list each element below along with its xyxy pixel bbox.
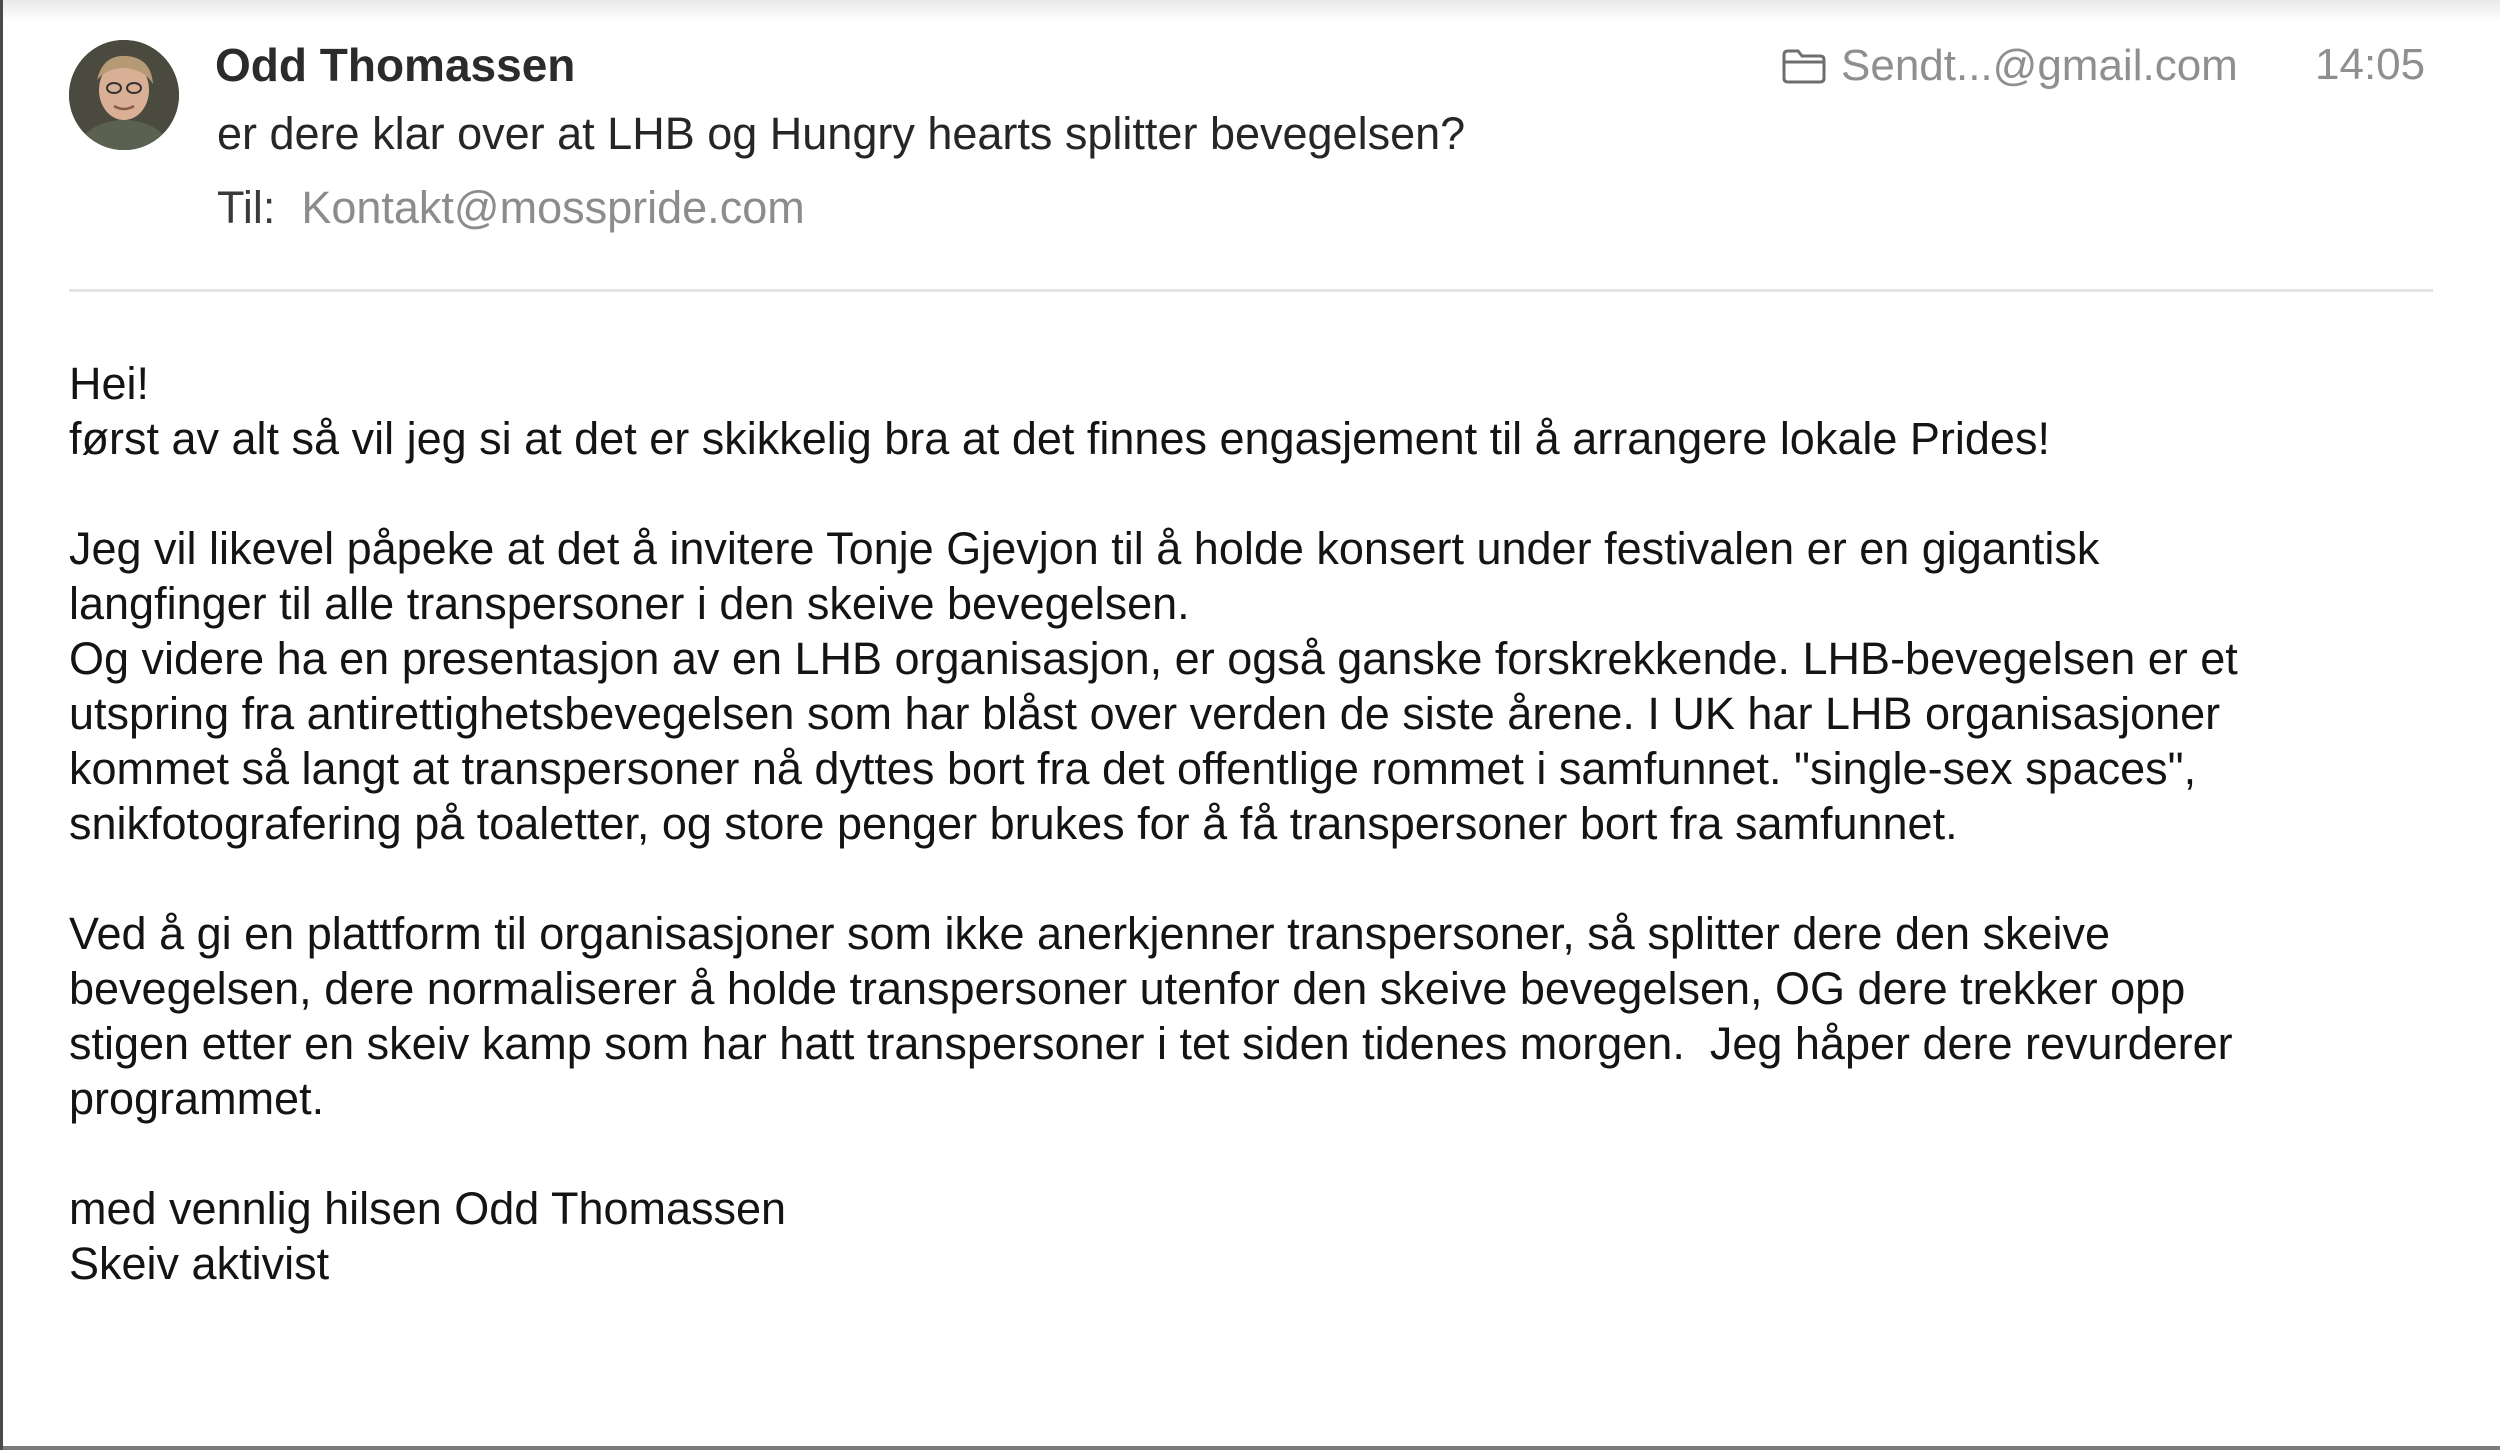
- recipient-address[interactable]: Kontakt@mosspride.com: [301, 182, 805, 233]
- body-line: Jeg vil likevel påpeke at det å invitere Tonje Gjevjon til å holde konsert under festivalen er en gigantisk: [69, 523, 2100, 574]
- mailbox-indicator[interactable]: [1781, 40, 2238, 92]
- message-subject: er dere klar over at LHB og Hungry hearts splitter bevegelsen?: [217, 108, 1466, 159]
- body-line: langfinger til alle transpersoner i den skeive bevegelsen.: [69, 578, 1190, 629]
- body-greeting: Hei!: [69, 358, 150, 409]
- body-line: Og videre ha en presentasjon av en LHB organisasjon, er også ganske forskrekkende. LHB-bevegelsen er et: [69, 633, 2238, 684]
- sender-avatar[interactable]: [69, 40, 179, 150]
- body-line: programmet.: [69, 1073, 325, 1124]
- paragraph-gap: [69, 466, 2469, 521]
- mailbox-label: Sendt...@gmail.com: [1841, 41, 2238, 90]
- paragraph-gap: [69, 851, 2469, 906]
- sender-name[interactable]: Odd Thomassen: [215, 39, 576, 91]
- window-bottom-edge: [3, 1446, 2500, 1450]
- body-line: først av alt så vil jeg si at det er skikkelig bra at det finnes engasjement til å arrangere lokale Prides!: [69, 413, 2050, 464]
- body-line: stigen etter en skeiv kamp som har hatt transpersoner i tet siden tidenes morgen. Jeg håper dere revurderer: [69, 1018, 2233, 1069]
- body-line: utspring fra antirettighetsbevegelsen som har blåst over verden de siste årene. I UK har LHB organisasjoner: [69, 688, 2221, 739]
- window-frame-gap: [3, 1286, 8, 1446]
- paragraph-gap: [69, 1126, 2469, 1181]
- avatar-photo-icon: [69, 40, 179, 150]
- to-label: Til:: [217, 182, 276, 233]
- header-divider: [69, 289, 2433, 292]
- body-signature-title: Skeiv aktivist: [69, 1238, 330, 1289]
- message-body: [69, 356, 2469, 1291]
- body-line: Ved å gi en plattform til organisasjoner som ikke anerkjenner transpersoner, så splitter dere den skeive: [69, 908, 2111, 959]
- window-top-shade: [3, 0, 2500, 22]
- recipient-row: [217, 182, 805, 234]
- body-line: bevegelsen, dere normaliserer å holde transpersoner utenfor den skeive bevegelsen, OG dere trekker opp: [69, 963, 2186, 1014]
- body-closing: med vennlig hilsen Odd Thomassen: [69, 1183, 787, 1234]
- message-time: 14:05: [2315, 40, 2426, 89]
- body-line: snikfotografering på toaletter, og store penger brukes for å få transpersoner bort fra samfunnet.: [69, 798, 1958, 849]
- body-line: kommet så langt at transpersoner nå dyttes bort fra det offentlige rommet i samfunnet. "single-sex spaces",: [69, 743, 2197, 794]
- folder-icon: [1781, 47, 1827, 85]
